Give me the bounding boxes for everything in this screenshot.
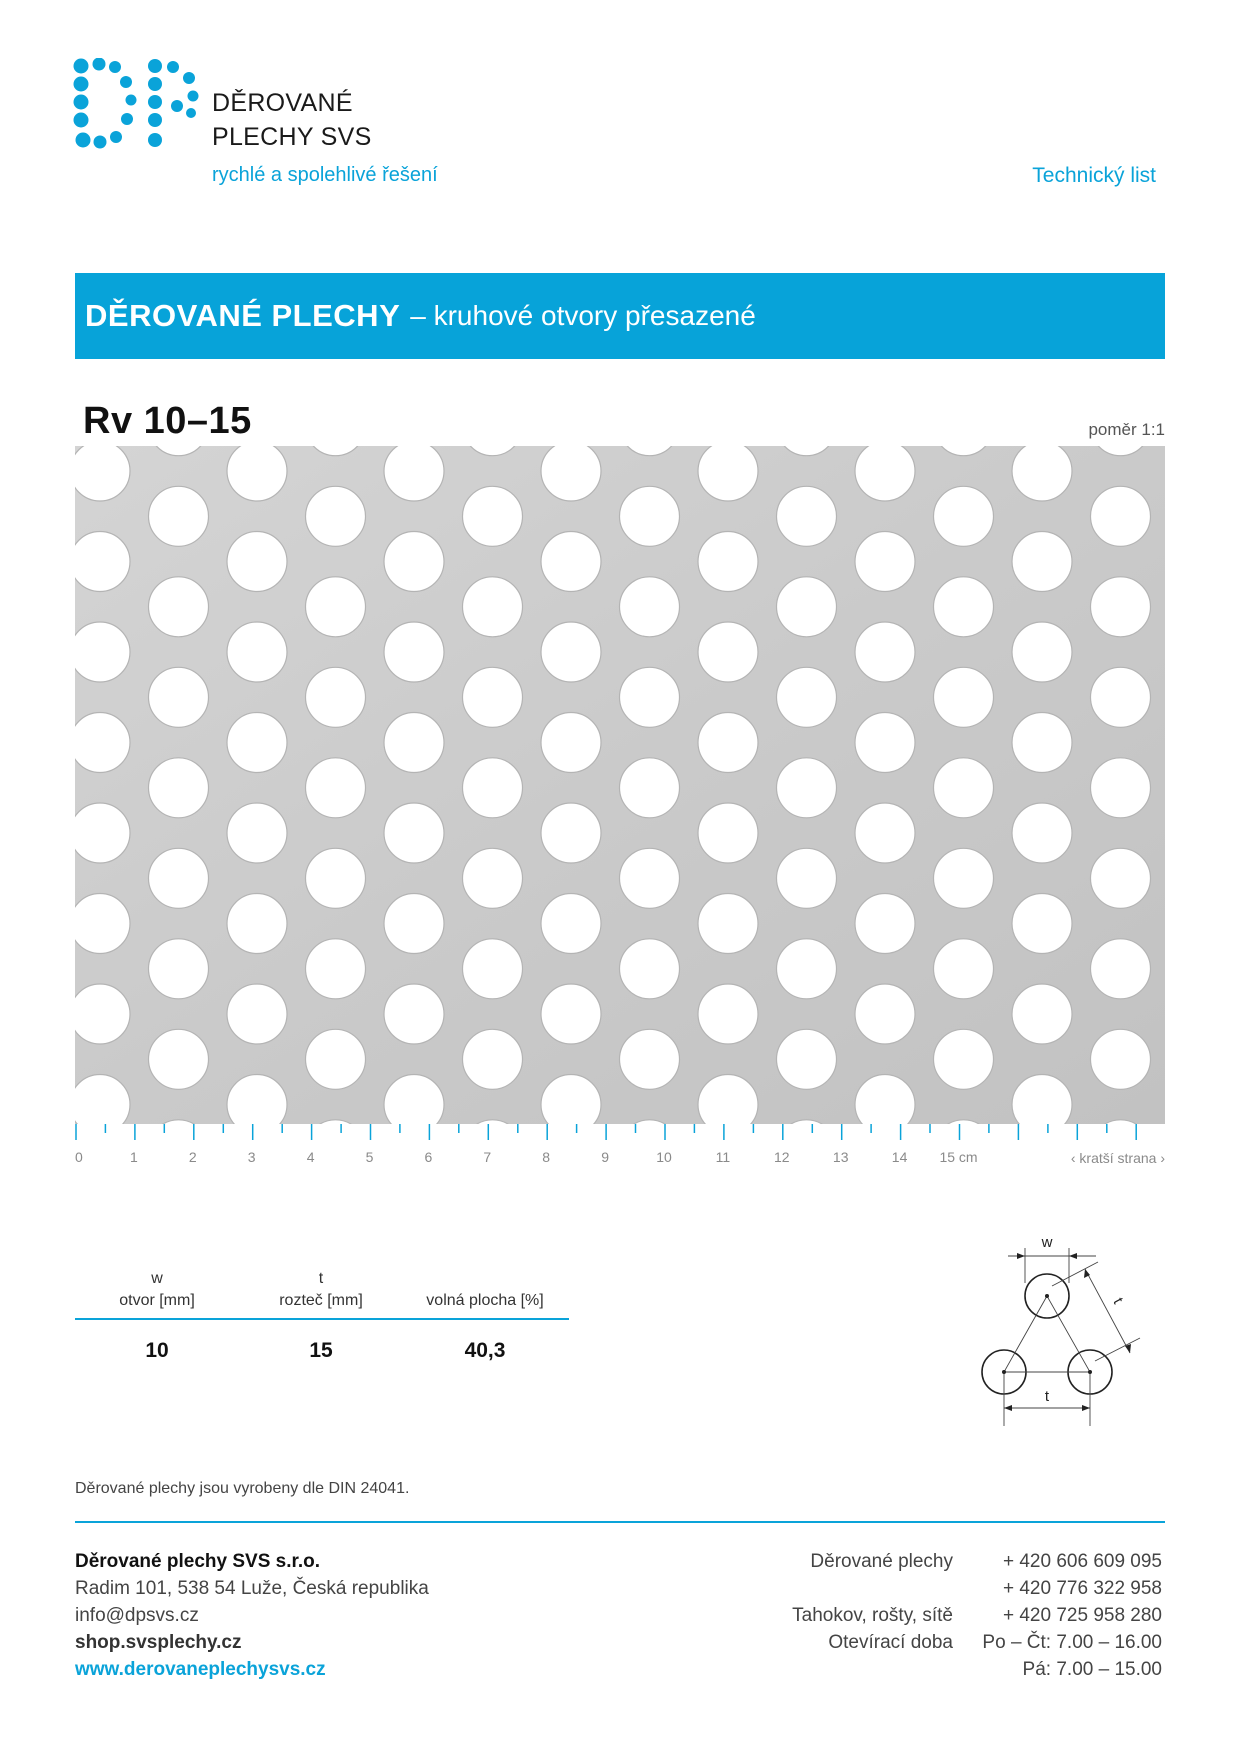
perforation-hole: [306, 758, 366, 818]
tagline: rychlé a spolehlivé řešení: [212, 164, 438, 186]
perforation-hole: [1091, 848, 1151, 908]
phone-2[interactable]: + 420 776 322 958: [1002, 1578, 1162, 1599]
perforation-hole: [149, 1029, 209, 1089]
perforation-hole: [306, 667, 366, 727]
perforation-hole: [227, 713, 287, 773]
perforation-hole: [384, 532, 444, 592]
perforation-hole: [463, 1029, 523, 1089]
perforation-hole: [1012, 446, 1072, 501]
perforation-hole: [541, 984, 601, 1044]
perforation-hole: [698, 532, 758, 592]
dept-spacer: [792, 1575, 953, 1602]
perforation-hole: [934, 667, 994, 727]
spec-symbol-w: w: [151, 1270, 163, 1287]
perforation-hole: [777, 939, 837, 999]
perforation-hole: [227, 622, 287, 682]
ruler-label: 6: [424, 1149, 433, 1165]
perforation-hole: [934, 848, 994, 908]
perforation-hole: [698, 713, 758, 773]
perforation-hole: [463, 577, 523, 637]
ruler-label: 7: [483, 1149, 492, 1165]
perforation-hole: [1012, 803, 1072, 863]
perforation-hole: [620, 486, 680, 546]
perforation-hole: [934, 758, 994, 818]
perforation-hole: [463, 758, 523, 818]
perforation-hole: [75, 622, 130, 682]
phone-3[interactable]: + 420 725 958 280: [1002, 1605, 1162, 1626]
brand-name: [212, 86, 372, 154]
perforated-sheet-image: [75, 446, 1165, 1124]
spec-header-hole: [75, 1262, 239, 1318]
perforation-hole: [1091, 667, 1151, 727]
perforation-hole: [1091, 577, 1151, 637]
perforation-hole: [620, 1029, 680, 1089]
ruler-label: 10: [656, 1149, 672, 1165]
ruler-label: 3: [247, 1149, 256, 1165]
perforation-hole: [306, 577, 366, 637]
perforation-hole: [934, 577, 994, 637]
perforation-hole: [777, 577, 837, 637]
spec-value-hole: 10: [145, 1339, 169, 1362]
perforation-hole: [934, 1029, 994, 1089]
perforation-hole: [777, 848, 837, 908]
perforation-hole: [149, 939, 209, 999]
spec-value-pitch: 15: [309, 1339, 333, 1362]
phone-1[interactable]: + 420 606 609 095: [1002, 1551, 1162, 1572]
perforation-hole: [620, 848, 680, 908]
dept-perforated: Děrované plechy: [810, 1551, 953, 1572]
perforation-hole: [227, 446, 287, 501]
brand-name-line2: PLECHY SVS: [212, 123, 372, 151]
spec-label-pitch: rozteč [mm]: [279, 1292, 363, 1309]
perforation-hole: [1091, 939, 1151, 999]
perforation-hole: [934, 486, 994, 546]
perforation-hole: [463, 848, 523, 908]
ruler-label: 13: [832, 1149, 849, 1165]
diagram-label-t-bottom: t: [1044, 1388, 1050, 1405]
perforation-hole: [698, 894, 758, 954]
perforation-hole: [227, 532, 287, 592]
specification-table: [75, 1262, 569, 1362]
perforation-hole: [75, 803, 130, 863]
ruler-label: 11: [715, 1149, 731, 1165]
perforation-hole: [541, 803, 601, 863]
perforation-hole: [1012, 984, 1072, 1044]
spec-label-open-area: volná plocha [%]: [426, 1292, 544, 1309]
perforation-hole: [149, 848, 209, 908]
dept-gratings: Tahokov, rošty, sítě: [792, 1605, 953, 1626]
spec-header-pitch: [239, 1262, 403, 1318]
perforation-hole: [855, 803, 915, 863]
perforation-hole: [149, 486, 209, 546]
spec-value-row: [75, 1340, 569, 1362]
perforation-hole: [463, 939, 523, 999]
perforation-hole: [227, 894, 287, 954]
perforation-hole: [620, 577, 680, 637]
ruler-label: 5: [365, 1149, 374, 1165]
perforation-hole: [620, 939, 680, 999]
perforation-hole: [855, 622, 915, 682]
ruler-label: 9: [601, 1149, 609, 1165]
perforation-hole: [149, 667, 209, 727]
company-logo: [73, 58, 203, 150]
spec-header-open-area: [403, 1262, 567, 1318]
diagram-label-w: w: [1041, 1234, 1053, 1251]
ruler-label: 14: [891, 1149, 908, 1165]
hours-label: Otevírací doba: [828, 1632, 953, 1653]
perforation-hole: [620, 667, 680, 727]
perforation-hole: [306, 939, 366, 999]
perforation-hole: [149, 758, 209, 818]
perforation-hole: [463, 486, 523, 546]
perforation-hole: [777, 667, 837, 727]
din-standard-note: Děrované plechy jsou vyrobeny dle DIN 24041.: [75, 1480, 410, 1497]
spec-symbol-t: t: [318, 1270, 324, 1287]
scale-note: poměr 1:1: [1088, 420, 1165, 439]
perforation-hole: [777, 1029, 837, 1089]
hours-friday: Pá: 7.00 – 15.00: [1022, 1659, 1162, 1680]
perforation-hole: [620, 758, 680, 818]
perforation-hole: [777, 758, 837, 818]
measuring-ruler: [75, 1124, 1165, 1174]
perforation-hole: [384, 894, 444, 954]
perforation-hole: [463, 667, 523, 727]
shorter-side-label: ‹ kratší strana ›: [1070, 1150, 1165, 1166]
shop-link[interactable]: shop.svsplechy.cz: [75, 1632, 242, 1653]
ruler-label: 2: [188, 1149, 197, 1165]
perforation-hole: [541, 532, 601, 592]
footer-divider: [75, 1521, 1165, 1523]
perforation-hole: [384, 446, 444, 501]
perforation-hole: [384, 803, 444, 863]
perforation-hole: [1012, 894, 1072, 954]
company-address: Radim 101, 538 54 Luže, Česká republika: [75, 1578, 429, 1599]
perforation-hole: [1091, 1029, 1151, 1089]
brand-name-line1: DĚROVANÉ: [212, 89, 353, 117]
perforation-hole: [384, 622, 444, 682]
perforation-hole: [384, 984, 444, 1044]
perforation-hole: [698, 984, 758, 1044]
perforation-hole: [75, 984, 130, 1044]
ruler-label: 15 cm: [939, 1149, 978, 1165]
company-name: Děrované plechy SVS s.r.o.: [75, 1551, 320, 1572]
ruler-label: 4: [306, 1149, 315, 1165]
perforation-hole: [698, 446, 758, 501]
perforation-hole: [75, 532, 130, 592]
perforation-hole: [541, 894, 601, 954]
perforation-hole: [777, 486, 837, 546]
perforation-hole: [1012, 622, 1072, 682]
ruler-label: 12: [774, 1149, 790, 1165]
hole-pattern-diagram: [968, 1228, 1158, 1438]
product-code: Rv 10–15: [83, 400, 252, 442]
banner-subtitle: – kruhové otvory přesazené: [410, 300, 756, 331]
footer-departments: [792, 1548, 953, 1656]
perforation-hole: [306, 848, 366, 908]
perforation-hole: [855, 532, 915, 592]
ruler-label: 0: [75, 1149, 83, 1165]
perforation-hole: [1012, 713, 1072, 773]
perforation-hole: [541, 713, 601, 773]
perforation-hole: [75, 713, 130, 773]
perforation-hole: [934, 939, 994, 999]
perforation-hole: [75, 894, 130, 954]
hours-weekdays: Po – Čt: 7.00 – 16.00: [982, 1632, 1162, 1653]
perforation-hole: [855, 984, 915, 1044]
perforation-hole: [541, 446, 601, 501]
perforation-hole: [855, 894, 915, 954]
spec-label-hole: otvor [mm]: [119, 1292, 195, 1309]
company-email[interactable]: info@dpsvs.cz: [75, 1605, 199, 1626]
perforation-hole: [1012, 532, 1072, 592]
perforation-hole: [227, 803, 287, 863]
perforation-hole: [541, 622, 601, 682]
perforation-hole: [698, 803, 758, 863]
perforation-hole: [306, 486, 366, 546]
perforation-hole: [698, 622, 758, 682]
document-type: Technický list: [1032, 164, 1156, 187]
ruler-label: 8: [542, 1149, 551, 1165]
website-link[interactable]: www.derovaneplechysvs.cz: [75, 1659, 326, 1680]
perforation-hole: [227, 984, 287, 1044]
title-banner: [75, 273, 1165, 359]
ruler-label: 1: [130, 1149, 138, 1165]
diagram-label-t-diagonal: t: [1109, 1295, 1127, 1307]
perforation-hole: [855, 446, 915, 501]
perforation-hole: [855, 713, 915, 773]
spec-value-open-area: 40,3: [464, 1339, 506, 1362]
footer-company-info: [75, 1548, 429, 1683]
footer-contacts: [982, 1548, 1162, 1683]
perforation-hole: [384, 713, 444, 773]
perforation-hole: [1091, 486, 1151, 546]
perforation-hole: [149, 577, 209, 637]
spec-header-row: [75, 1262, 569, 1320]
banner-title: DĚROVANÉ PLECHY: [85, 298, 401, 333]
perforation-hole: [306, 1029, 366, 1089]
perforation-hole: [1091, 758, 1151, 818]
